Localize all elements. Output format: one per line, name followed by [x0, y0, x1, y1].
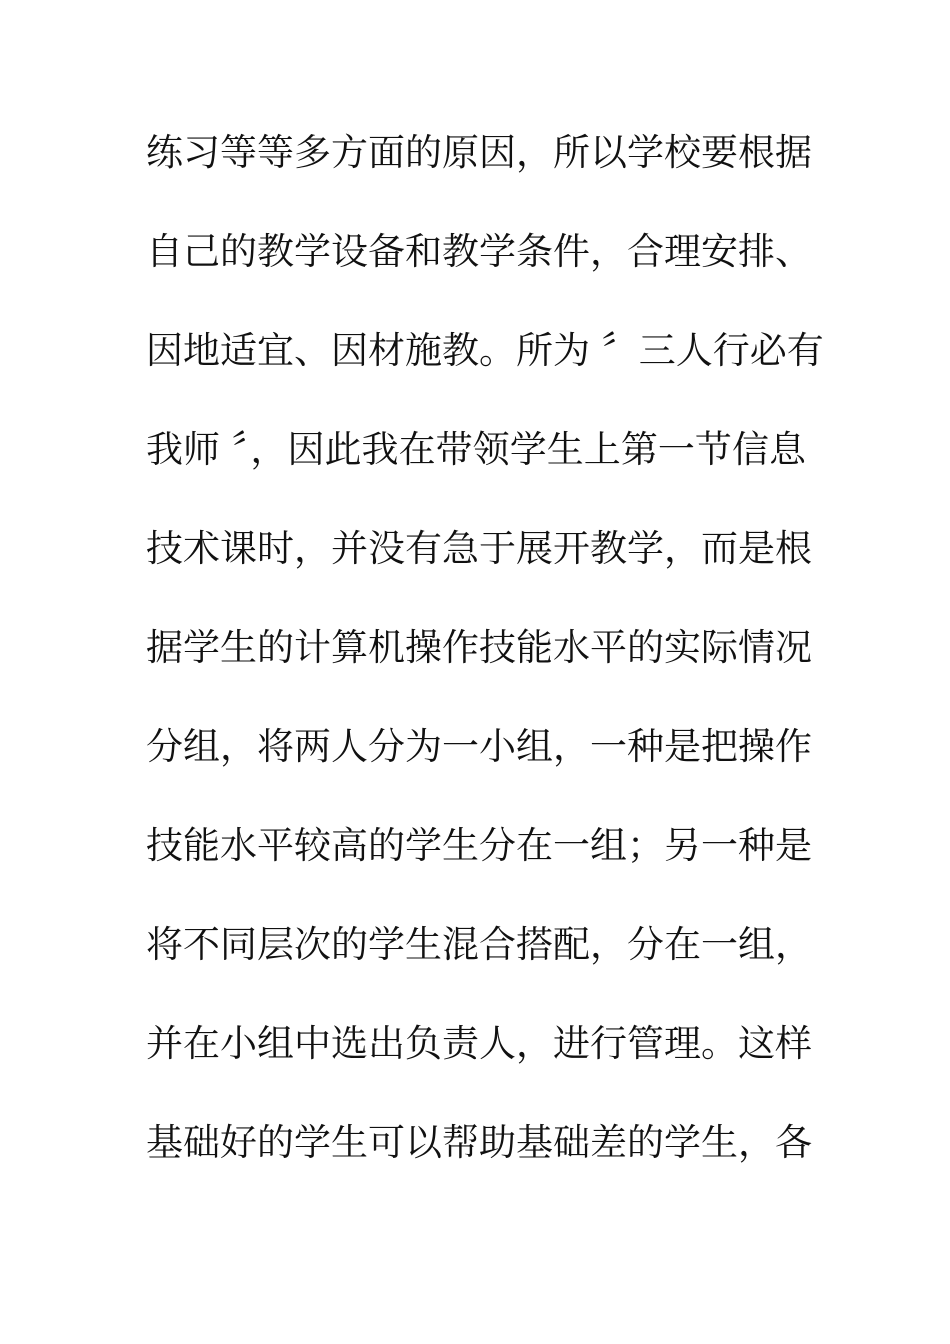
text-line-4: 我师 〞，因此我在带领学生上第一节信息	[146, 428, 806, 471]
text-line-3: 因地适宜、因材施教。所为 〞三人行必有	[146, 329, 824, 372]
text-line-7: 分组，将两人分为一小组，一种是把操作	[146, 725, 812, 768]
text-line-10: 并在小组中选出负责人，进行管理。这样	[146, 1022, 812, 1065]
text-line-11: 基础好的学生可以帮助基础差的学生，各	[146, 1121, 812, 1164]
text-line-2: 自己的教学设备和教学条件，合理安排、	[146, 230, 812, 273]
text-line-6: 据学生的计算机操作技能水平的实际情况	[146, 626, 812, 669]
text-line-1: 练习等等多方面的原因，所以学校要根据	[146, 131, 812, 174]
text-line-5: 技术课时，并没有急于展开教学，而是根	[146, 527, 812, 570]
text-line-8: 技能水平较高的学生分在一组；另一种是	[146, 824, 812, 867]
body-paragraph	[146, 122, 824, 1211]
text-line-9: 将不同层次的学生混合搭配，分在一组，	[146, 923, 812, 966]
